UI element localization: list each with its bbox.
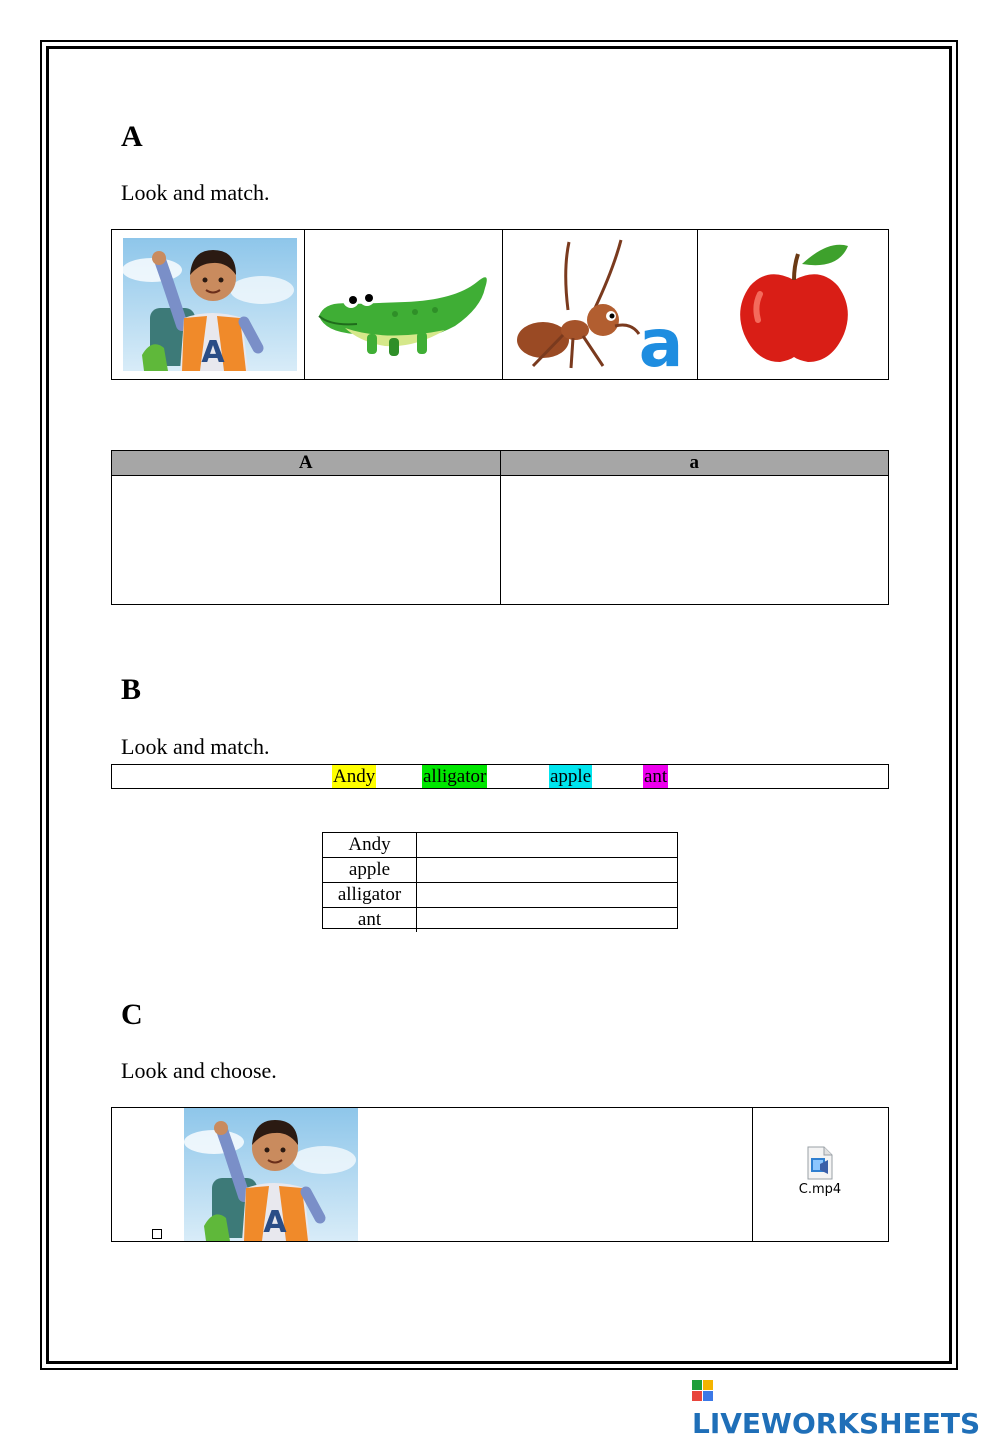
boy-c-shirt-letter: A	[263, 1205, 287, 1240]
answer-checkbox[interactable]	[152, 1229, 162, 1239]
ant-letter: a	[638, 305, 684, 379]
video-file-icon[interactable]	[804, 1146, 836, 1180]
table-row	[323, 858, 677, 883]
section-c-table	[111, 1107, 889, 1242]
boy-shirt-letter: A	[201, 335, 225, 370]
word-ant[interactable]: ant	[644, 766, 668, 787]
section-b-heading: B	[121, 673, 142, 706]
uppercase-drop-zone[interactable]	[112, 476, 501, 605]
logo-blocks-icon	[692, 1380, 714, 1402]
match-table	[322, 832, 678, 929]
ant-picture	[503, 230, 698, 379]
match-label: apple	[323, 858, 417, 882]
boy-picture-c	[184, 1108, 358, 1241]
word-apple[interactable]: apple	[550, 766, 592, 787]
section-a-answer-table	[111, 450, 889, 605]
table-row	[323, 908, 677, 932]
logo-text: LIVEWORKSHEETS	[692, 1407, 981, 1440]
section-a-heading: A	[121, 120, 143, 153]
picture-cell-alligator	[305, 230, 503, 379]
apple-picture	[698, 230, 888, 379]
column-divider	[752, 1108, 753, 1241]
liveworksheets-logo	[692, 1374, 1000, 1440]
match-answer-field[interactable]	[417, 908, 677, 932]
section-c-instruction: Look and choose.	[121, 1058, 277, 1083]
section-c-heading: C	[121, 998, 143, 1031]
section-a-instruction: Look and match.	[121, 180, 270, 205]
alligator-picture	[305, 230, 503, 379]
match-label: ant	[323, 908, 417, 932]
match-answer-field[interactable]	[417, 833, 677, 857]
table-row	[323, 833, 677, 858]
match-label: Andy	[323, 833, 417, 857]
col-header-uppercase: A	[112, 451, 501, 475]
table-row	[323, 883, 677, 908]
lowercase-drop-zone[interactable]	[501, 476, 889, 605]
word-bank	[111, 764, 889, 789]
match-answer-field[interactable]	[417, 883, 677, 907]
picture-cell-apple	[698, 230, 888, 379]
video-file-name[interactable]: C.mp4	[798, 1182, 842, 1197]
section-a-picture-table	[111, 229, 889, 380]
section-b-instruction: Look and match.	[121, 734, 270, 759]
match-label: alligator	[323, 883, 417, 907]
word-alligator[interactable]: alligator	[423, 766, 487, 787]
word-andy[interactable]: Andy	[333, 766, 376, 787]
match-answer-field[interactable]	[417, 858, 677, 882]
picture-cell-ant	[503, 230, 698, 379]
boy-picture	[112, 230, 305, 379]
picture-cell-boy	[112, 230, 305, 379]
col-header-lowercase: a	[689, 452, 699, 473]
